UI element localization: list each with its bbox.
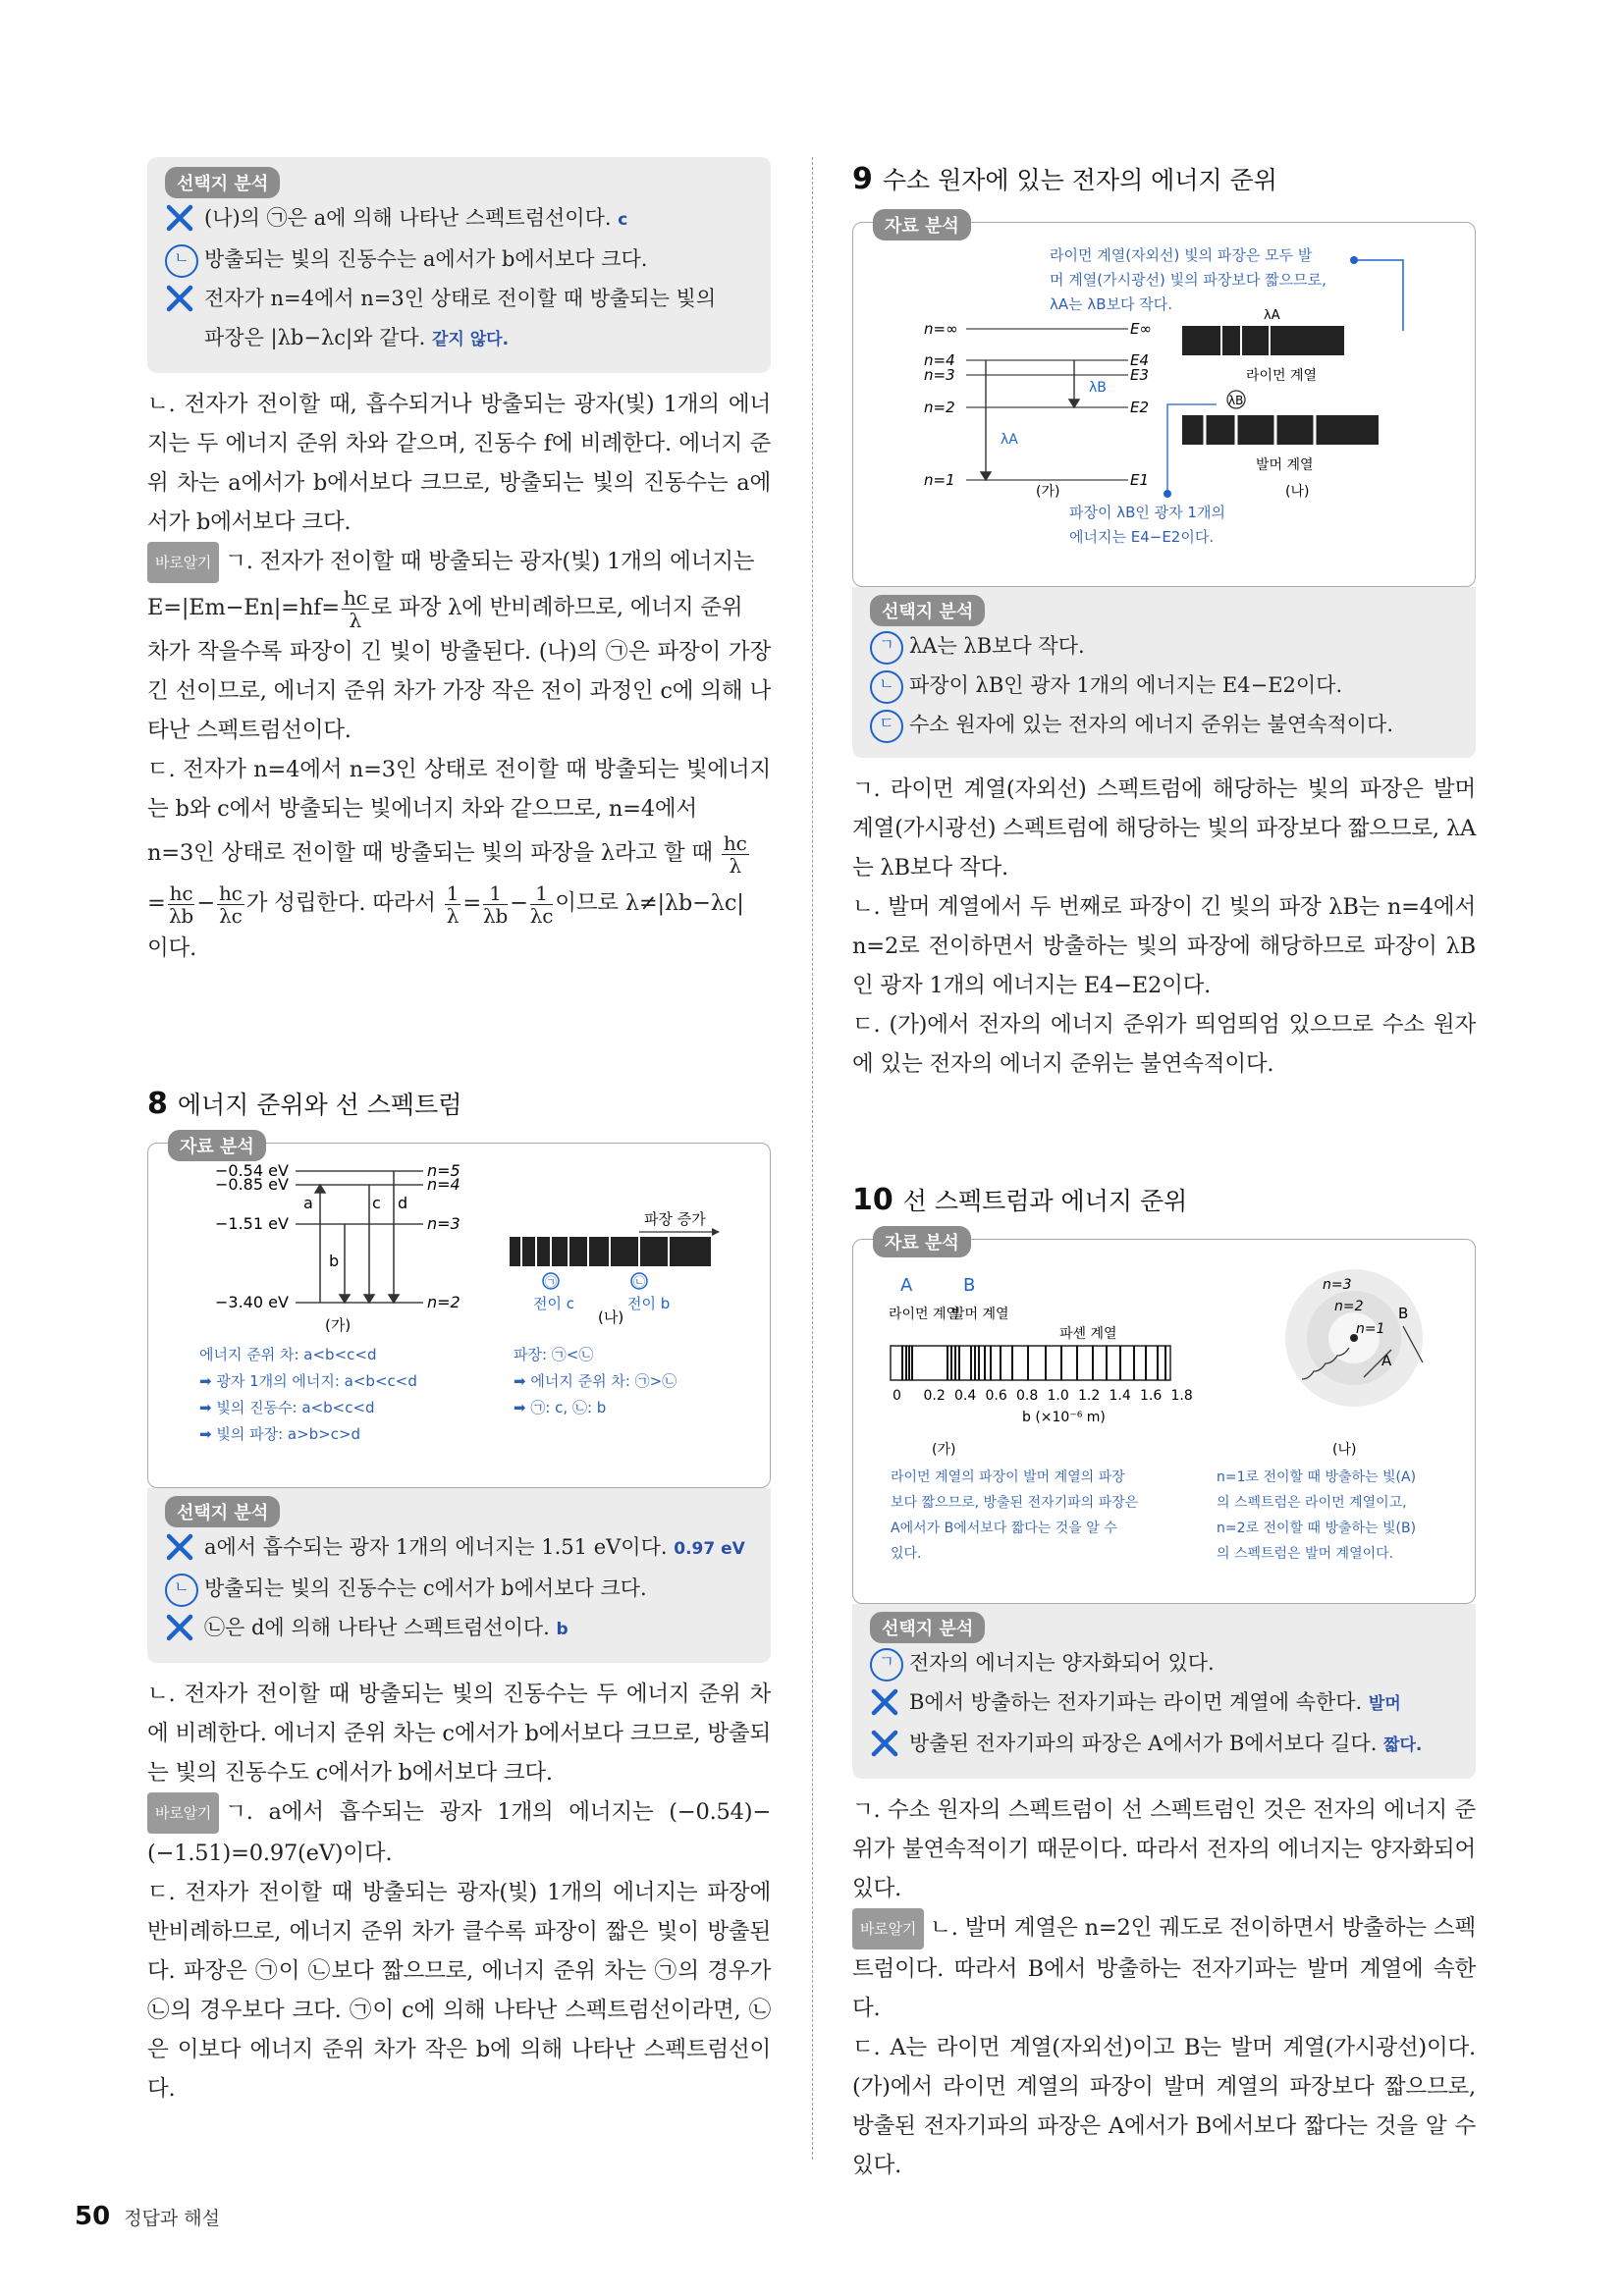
level-energy: −1.51 eV — [215, 1214, 289, 1233]
axis-tick-label: 1.6 — [1140, 1388, 1163, 1404]
series-label: 파셴 계열 — [1059, 1326, 1117, 1342]
text: = — [147, 890, 166, 916]
note-text: ➡ 빛의 파장: a>b>c>d — [199, 1425, 361, 1443]
frac-den: λb — [482, 903, 509, 928]
label-b: B — [963, 1275, 976, 1296]
note-text: 보다 짧으므로, 방출된 전자기파의 파장은 — [891, 1495, 1139, 1511]
correct-circle-icon: ㄴ — [165, 244, 198, 278]
atom-level-label: n=1 — [1356, 1321, 1385, 1337]
frac-num: hc — [219, 881, 243, 905]
note-text: ➡ 빛의 진동수: a<b<c<d — [199, 1399, 375, 1416]
label-a: A — [1381, 1352, 1392, 1369]
frac-den: λ — [446, 903, 460, 928]
q7-explanation-2 — [147, 542, 771, 583]
note-text: 의 스펙트럼은 라이먼 계열이고, — [1217, 1495, 1407, 1511]
q8-choice-1 — [165, 1527, 753, 1569]
line-sub: 전이 b — [627, 1295, 671, 1312]
level-n: n=3 — [427, 1214, 460, 1233]
level-n: n=1 — [924, 471, 955, 489]
label-b: B — [1398, 1305, 1409, 1322]
level-e: E2 — [1130, 399, 1150, 416]
correct-circle-icon: ㄴ — [165, 1574, 198, 1607]
correction-text: 짧다. — [1383, 1735, 1423, 1755]
frac-num: 1 — [446, 881, 460, 905]
axis-tick-label: 0.2 — [923, 1388, 946, 1404]
question-number: 10 — [852, 1183, 893, 1217]
wave-label: 파장 증가 — [644, 1210, 706, 1228]
lyman-label: 라이먼 계열 — [1246, 368, 1318, 384]
q8-energy-diagram — [148, 1144, 769, 1487]
label-ga: (가) — [932, 1442, 956, 1458]
note-text: n=1로 전이할 때 방출하는 빛(A) — [1217, 1469, 1417, 1485]
q9-energy-diagram — [853, 223, 1474, 586]
correct-circle-icon: ㄷ — [870, 710, 903, 743]
correction-text: 0.97 eV — [674, 1539, 745, 1559]
q8-choice-2 — [165, 1569, 753, 1608]
line-label: ㉠ — [545, 1275, 558, 1289]
text: ㄱ. a에서 흡수되는 광자 1개의 에너지는 (−0.54)−(−1.51)=0.97(eV)이다. — [147, 1799, 771, 1866]
note-text: ➡ ㉠: c, ㉡: b — [514, 1399, 607, 1416]
text: 로 파장 λ에 반비례하므로, 에너지 준위 — [370, 595, 743, 620]
axis-tick-label: 0.6 — [985, 1388, 1007, 1404]
q8-figure — [147, 1137, 771, 1488]
q10-title — [852, 1182, 1476, 1217]
tag-wrong: 바로알기 — [147, 1792, 219, 1834]
choice-text: a에서 흡수되는 광자 1개의 에너지는 1.51 eV이다. — [204, 1535, 668, 1559]
label-ga: (가) — [1036, 484, 1060, 500]
line-label: ㉡ — [633, 1275, 646, 1289]
balmer-label: 발머 계열 — [1256, 457, 1314, 473]
atom-level-label: n=2 — [1334, 1299, 1364, 1314]
level-n: n=4 — [427, 1175, 460, 1194]
figure-badge: 자료 분석 — [873, 1226, 971, 1257]
q9-choice-1 — [870, 626, 1458, 666]
correction-text: 같지 않다. — [432, 330, 510, 349]
q7-choice-1 — [165, 198, 753, 240]
note-text: A에서가 B에서보다 짧다는 것을 알 수 — [891, 1521, 1117, 1536]
tag-wrong: 바로알기 — [852, 1908, 924, 1949]
q8-explanation-1: ㄴ. 전자가 전이할 때 방출되는 빛의 진동수는 두 에너지 준위 차에 비례한다. 에너지 준위 차는 c에서가 b에서보다 크므로, 방출되는 빛의 진동수도 c에서가 b에서보다 크다. — [147, 1682, 771, 1786]
q9-figure — [852, 216, 1476, 587]
choice-text: 방출되는 빛의 진동수는 c에서가 b에서보다 크다. — [204, 1576, 647, 1600]
correct-circle-icon: ㄴ — [870, 670, 903, 704]
q10-spectrum-diagram — [853, 1240, 1474, 1603]
frac-num: hc — [169, 881, 193, 905]
choice-text: 수소 원자에 있는 전자의 에너지 준위는 불연속적이다. — [909, 713, 1394, 736]
frac-num: 1 — [530, 882, 553, 905]
level-e: E∞ — [1130, 320, 1152, 338]
fraction — [445, 882, 461, 927]
level-e: E4 — [1130, 351, 1150, 369]
fraction — [530, 882, 553, 927]
level-n: n=5 — [427, 1161, 460, 1180]
q10-figure — [852, 1233, 1476, 1604]
correct-circle-icon: ㄱ — [870, 1648, 903, 1682]
question-title: 에너지 준위와 선 스펙트럼 — [177, 1091, 462, 1119]
page-number: 50 — [75, 2202, 111, 2231]
q8-title — [147, 1086, 771, 1121]
note-text: 있다. — [891, 1546, 922, 1562]
frac-den: λb — [168, 903, 194, 928]
text: 이므로 λ≠|λb−λc| — [555, 890, 744, 916]
text: − — [510, 890, 528, 916]
lambda-b-circle-label: λB — [1228, 394, 1244, 407]
level-e: E1 — [1130, 471, 1150, 489]
q7-choice-analysis — [147, 157, 771, 373]
x-mark-icon — [165, 1532, 194, 1562]
frac-den: λc — [529, 903, 554, 928]
left-column — [147, 157, 771, 2109]
transition-label: c — [372, 1194, 381, 1212]
q7-explanation-3c — [147, 878, 771, 929]
q7-explanation-3: ㄷ. 전자가 n=4에서 n=3인 상태로 전이할 때 방출되는 빛에너지는 b와 c에서 방출되는 빛에너지 차와 같으므로, n=4에서 — [147, 757, 771, 822]
transition-label: a — [303, 1194, 313, 1212]
level-n: n=2 — [427, 1293, 460, 1311]
text: n=3인 상태로 전이할 때 방출되는 빛의 파장을 λ라고 할 때 — [147, 840, 713, 866]
choice-text: (나)의 ㉠은 a에 의해 나타난 스펙트럼선이다. — [204, 206, 612, 230]
atom-level-label: n=3 — [1323, 1277, 1352, 1293]
q7-explanation-3b — [147, 828, 771, 878]
axis-unit: b (×10⁻⁶ m) — [1022, 1410, 1106, 1425]
level-n: n=2 — [924, 399, 955, 416]
choice-text: 방출된 전자기파의 파장은 A에서가 B에서보다 길다. — [909, 1732, 1378, 1755]
text: ㄴ. 발머 계열은 n=2인 궤도로 전이하면서 방출하는 스펙트럼이다. 따라서 B에서 방출하는 전자기파는 발머 계열에 속한다. — [852, 1915, 1476, 2021]
transition-label: d — [398, 1194, 408, 1212]
x-mark-icon — [165, 284, 194, 313]
label-na: (나) — [598, 1308, 624, 1326]
fraction — [342, 587, 369, 631]
q8-explanation-2 — [147, 1792, 771, 1873]
frac-num: hc — [343, 585, 367, 610]
axis-tick-label: 0.8 — [1016, 1388, 1039, 1404]
choice-text: λA는 λB보다 작다. — [909, 634, 1085, 658]
q7-explanation-2c: 차가 작을수록 파장이 긴 빛이 방출된다. (나)의 ㉠은 파장이 가장 긴 선이므로, 에너지 준위 차가 가장 작은 전이 과정인 c에 의해 나타난 스펙트럼선이다. — [147, 639, 771, 743]
question-title: 수소 원자에 있는 전자의 에너지 준위 — [882, 166, 1277, 194]
q8-choice-analysis — [147, 1488, 771, 1663]
series-label: 라이먼 계열 — [889, 1307, 960, 1322]
label-ga: (가) — [325, 1316, 352, 1334]
q9-choice-3 — [870, 705, 1458, 744]
line-sub: 전이 c — [533, 1295, 574, 1312]
q10-choice-3 — [870, 1724, 1458, 1765]
fraction — [483, 882, 508, 927]
text: − — [196, 890, 215, 916]
correct-circle-icon: ㄱ — [870, 631, 903, 665]
label-na: (나) — [1285, 484, 1310, 500]
fraction — [722, 832, 749, 877]
q10-choice-2 — [870, 1682, 1458, 1724]
level-e: E3 — [1130, 366, 1150, 384]
axis-tick-label: 0 — [893, 1388, 901, 1404]
choice-text: 파장은 |λb−λc|와 같다. — [204, 326, 426, 349]
choice-text: B에서 방출하는 전자기파는 라이먼 계열에 속한다. — [909, 1690, 1363, 1714]
text: = — [462, 890, 481, 916]
text: 가 성립한다. 따라서 — [245, 890, 436, 916]
choice-text: 전자의 에너지는 양자화되어 있다. — [909, 1651, 1215, 1675]
column-divider — [812, 157, 813, 2160]
frac-den: λ — [729, 853, 741, 878]
lyman-spectrum — [1182, 326, 1344, 355]
right-column — [852, 157, 1476, 2185]
q10-choice-analysis — [852, 1604, 1476, 1779]
page-footer — [75, 2202, 220, 2231]
q7-choice-3-cont — [165, 318, 753, 359]
analysis-badge: 선택지 분석 — [870, 1612, 985, 1643]
label-a: A — [900, 1275, 913, 1296]
question-number: 8 — [147, 1087, 168, 1121]
q9-title — [852, 161, 1476, 196]
choice-text: ㉡은 d에 의해 나타난 스펙트럼선이다. — [204, 1616, 550, 1639]
q9-explanation-3: ㄷ. (가)에서 전자의 에너지 준위가 띄엄띄엄 있으므로 수소 원자에 있는 전자의 에너지 준위는 불연속적이다. — [852, 1012, 1476, 1077]
question-title: 선 스펙트럼과 에너지 준위 — [902, 1187, 1188, 1215]
level-n: n=4 — [924, 351, 955, 369]
axis-tick-label: 1.2 — [1078, 1388, 1101, 1404]
note-text: 의 스펙트럼은 발머 계열이다. — [1217, 1546, 1394, 1562]
correction-text: c — [618, 210, 628, 230]
x-mark-icon — [165, 1613, 194, 1642]
note-text: n=2로 전이할 때 방출하는 빛(B) — [1217, 1521, 1417, 1536]
fraction — [217, 882, 244, 927]
note-text: 에너지는 E4−E2이다. — [1069, 528, 1215, 546]
note-text: 라이먼 계열의 파장이 발머 계열의 파장 — [891, 1469, 1125, 1485]
q9-choice-2 — [870, 666, 1458, 705]
axis-tick-label: 0.4 — [954, 1388, 977, 1404]
q9-explanation-1: ㄱ. 라이먼 계열(자외선) 스펙트럼에 해당하는 빛의 파장은 발머 계열(가시광선) 스펙트럼에 해당하는 빛의 파장보다 짧으므로, λA는 λB보다 작다. — [852, 776, 1476, 881]
note-text: λA는 λB보다 작다. — [1050, 295, 1173, 313]
axis-tick-label: 1.8 — [1170, 1388, 1193, 1404]
choice-text: 파장이 λB인 광자 1개의 에너지는 E4−E2이다. — [909, 673, 1343, 697]
label-na: (나) — [1332, 1442, 1357, 1458]
series-label: 발머 계열 — [951, 1307, 1009, 1322]
choice-text: 방출되는 빛의 진동수는 a에서가 b에서보다 크다. — [204, 247, 648, 271]
note-text: ➡ 에너지 준위 차: ㉠>㉡ — [514, 1372, 677, 1390]
q10-explanation-3: ㄷ. A는 라이먼 계열(자외선)이고 B는 발머 계열(가시광선)이다. (가)에서 라이먼 계열의 파장이 발머 계열의 파장보다 짧으므로, 방출된 전자기파의 파장은 A에서가 B에서보다 짧다는 것을 알 수 있다. — [852, 2035, 1476, 2178]
note-text: 라이먼 계열(자외선) 빛의 파장은 모두 발 — [1050, 246, 1313, 264]
lambda-b-label: λB — [1089, 380, 1107, 396]
correction-text: b — [556, 1620, 568, 1639]
text: ㄱ. 전자가 전이할 때 방출되는 광자(빛) 1개의 에너지는 — [225, 549, 755, 574]
correction-text: 발머 — [1368, 1694, 1401, 1714]
q10-explanation-1: ㄱ. 수소 원자의 스펙트럼이 선 스펙트럼인 것은 전자의 에너지 준위가 불연속적이기 때문이다. 따라서 전자의 에너지는 양자화되어 있다. — [852, 1797, 1476, 1901]
lambda-a-label: λA — [1264, 308, 1280, 323]
footer-label: 정답과 해설 — [124, 2208, 220, 2229]
question-number: 9 — [852, 162, 873, 196]
q7-choice-3 — [165, 279, 753, 318]
x-mark-icon — [870, 1687, 899, 1717]
lambda-a-label: λA — [1001, 432, 1018, 448]
q7-explanation-3d: 이다. — [147, 935, 197, 961]
q9-choice-analysis — [852, 587, 1476, 758]
note-text: 파장이 λB인 광자 1개의 — [1069, 504, 1225, 521]
frac-num: hc — [723, 830, 747, 855]
frac-den: λc — [219, 903, 243, 928]
level-n: n=3 — [924, 366, 955, 384]
analysis-badge: 선택지 분석 — [165, 167, 280, 198]
level-n: n=∞ — [924, 320, 958, 338]
level-energy: −0.54 eV — [215, 1161, 289, 1180]
q8-explanation-3: ㄷ. 전자가 전이할 때 방출되는 광자(빛) 1개의 에너지는 파장에 반비례하므로, 에너지 준위 차가 클수록 파장이 짧은 빛이 방출된다. 파장은 ㉠이 ㉡보다 짧으므로, 에너지 준위 차는 ㉠의 경우가 ㉡의 경우보다 크다. ㉠이 c에 의해 나타난 스펙트럼선이라면, ㉡은 이보다 에너지 준위 차가 작은 b에 의해 나타난 스펙트럼선이다. — [147, 1880, 771, 2102]
axis-tick-label: 1.4 — [1109, 1388, 1131, 1404]
x-mark-icon — [165, 203, 194, 233]
q8-choice-3 — [165, 1608, 753, 1649]
x-mark-icon — [870, 1729, 899, 1758]
q7-choice-2 — [165, 240, 753, 279]
equation-text: E=|Em−En|=hf= — [147, 595, 340, 620]
balmer-spectrum — [1182, 415, 1379, 445]
level-energy: −0.85 eV — [215, 1175, 289, 1194]
figure-badge: 자료 분석 — [873, 209, 971, 240]
q10-explanation-2 — [852, 1908, 1476, 2028]
fraction — [168, 882, 195, 927]
tag-wrong: 바로알기 — [147, 542, 219, 583]
q7-explanation-2b — [147, 583, 771, 632]
choice-text: 전자가 n=4에서 n=3인 상태로 전이할 때 방출되는 빛의 — [204, 287, 717, 310]
q9-explanation-2: ㄴ. 발머 계열에서 두 번째로 파장이 긴 빛의 파장 λB는 n=4에서 n=2로 전이하면서 방출하는 빛의 파장에 해당하므로 파장이 λB인 광자 1개의 에너지는 E4−E2이다. — [852, 894, 1476, 998]
note-text: ➡ 광자 1개의 에너지: a<b<c<d — [199, 1372, 417, 1390]
q10-choice-1 — [870, 1643, 1458, 1682]
note-text: 에너지 준위 차: a<b<c<d — [199, 1346, 377, 1363]
analysis-badge: 선택지 분석 — [870, 595, 985, 626]
figure-badge: 자료 분석 — [168, 1130, 266, 1161]
axis-tick-label: 1.0 — [1047, 1388, 1069, 1404]
analysis-badge: 선택지 분석 — [165, 1496, 280, 1527]
frac-den: λ — [349, 608, 361, 632]
transition-label: b — [329, 1252, 340, 1270]
note-text: 머 계열(가시광선) 빛의 파장보다 짧으므로, — [1050, 271, 1326, 289]
frac-num: 1 — [483, 882, 508, 905]
note-text: 파장: ㉠<㉡ — [514, 1346, 594, 1363]
level-energy: −3.40 eV — [215, 1293, 289, 1311]
q7-explanation-1: ㄴ. 전자가 전이할 때, 흡수되거나 방출되는 광자(빛) 1개의 에너지는 두 에너지 준위 차와 같으며, 진동수 f에 비례한다. 에너지 준위 차는 a에서가 b에서보다 크므로, 방출되는 빛의 진동수는 a에서가 b에서보다 크다. — [147, 392, 771, 535]
spectrum-strip — [891, 1346, 1170, 1380]
